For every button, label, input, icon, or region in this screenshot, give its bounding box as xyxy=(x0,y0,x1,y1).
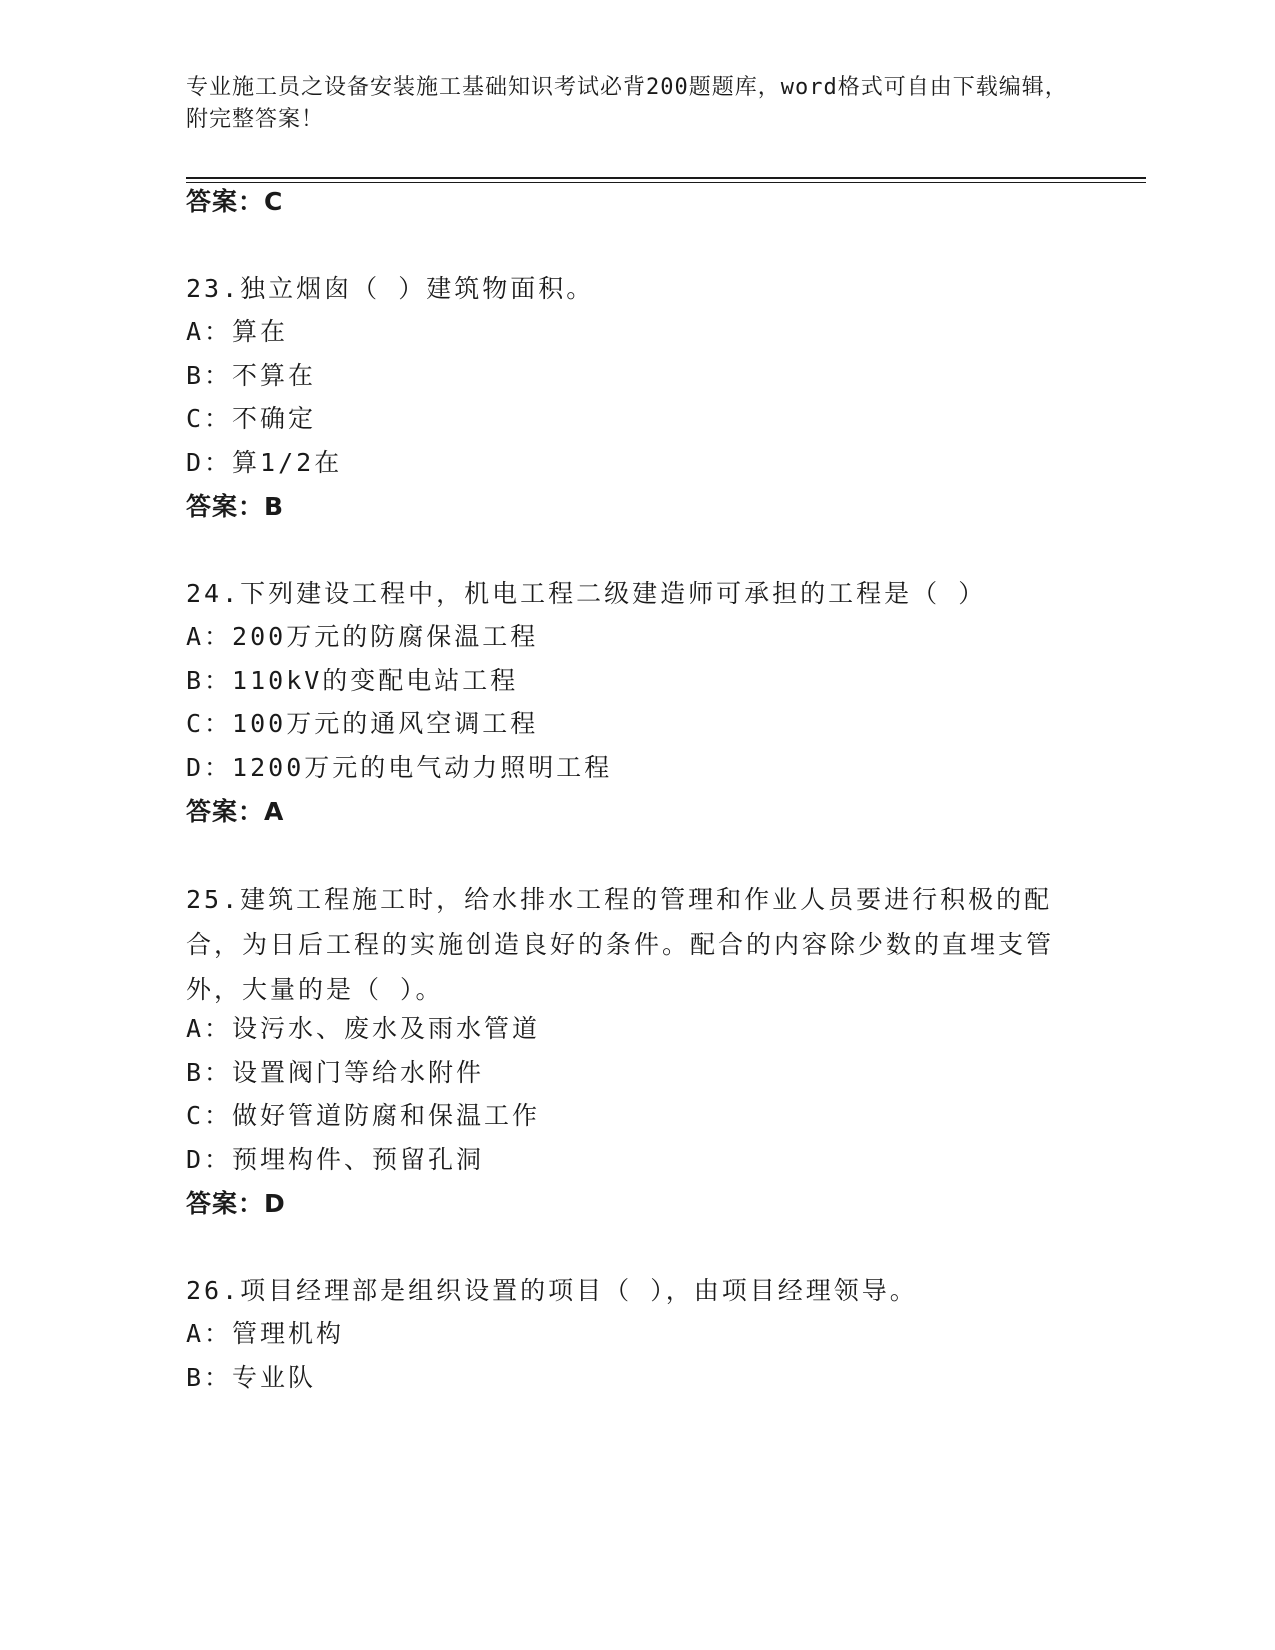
header-divider-thin xyxy=(186,182,1146,183)
question-25-option-a: A：设污水、废水及雨水管道 xyxy=(186,1014,541,1043)
question-26-option-a: A：管理机构 xyxy=(186,1319,345,1348)
question-25-option-b: B：设置阀门等给水附件 xyxy=(186,1058,485,1087)
question-24-option-d: D：1200万元的电气动力照明工程 xyxy=(186,753,613,782)
question-23-option-a: A：算在 xyxy=(186,317,289,346)
question-23-option-c: C：不确定 xyxy=(186,404,317,433)
question-24-option-c: C：100万元的通风空调工程 xyxy=(186,709,539,738)
question-24-stem: 24.下列建设工程中，机电工程二级建造师可承担的工程是（ ） xyxy=(186,579,987,608)
question-23-stem: 23.独立烟囱（ ）建筑物面积。 xyxy=(186,274,595,303)
question-26-stem: 26.项目经理部是组织设置的项目（ ），由项目经理领导。 xyxy=(186,1276,918,1305)
question-25-answer: 答案：D xyxy=(186,1189,286,1218)
question-24-answer: 答案：A xyxy=(186,797,285,826)
question-24-option-b: B：110kV的变配电站工程 xyxy=(186,666,519,695)
question-23-option-b: B：不算在 xyxy=(186,361,317,390)
header-divider-thick xyxy=(186,177,1146,179)
question-25-option-d: D：预埋构件、预留孔洞 xyxy=(186,1145,485,1174)
question-23-answer: 答案：B xyxy=(186,492,285,521)
question-25-option-c: C：做好管道防腐和保温工作 xyxy=(186,1101,541,1130)
question-23-option-d: D：算1/2在 xyxy=(186,448,343,477)
document-header: 专业施工员之设备安装施工基础知识考试必背200题题库，word格式可自由下载编辑，附完整答案！ xyxy=(186,75,1068,132)
question-25-stem: 25.建筑工程施工时，给水排水工程的管理和作业人员要进行积极的配合，为日后工程的实施创造良好的条件。配合的内容除少数的直埋支管外，大量的是（ ）。 xyxy=(186,885,1055,1004)
question-26-option-b: B：专业队 xyxy=(186,1363,317,1392)
question-24-option-a: A：200万元的防腐保温工程 xyxy=(186,622,539,651)
answer-line: 答案：C xyxy=(186,187,284,216)
